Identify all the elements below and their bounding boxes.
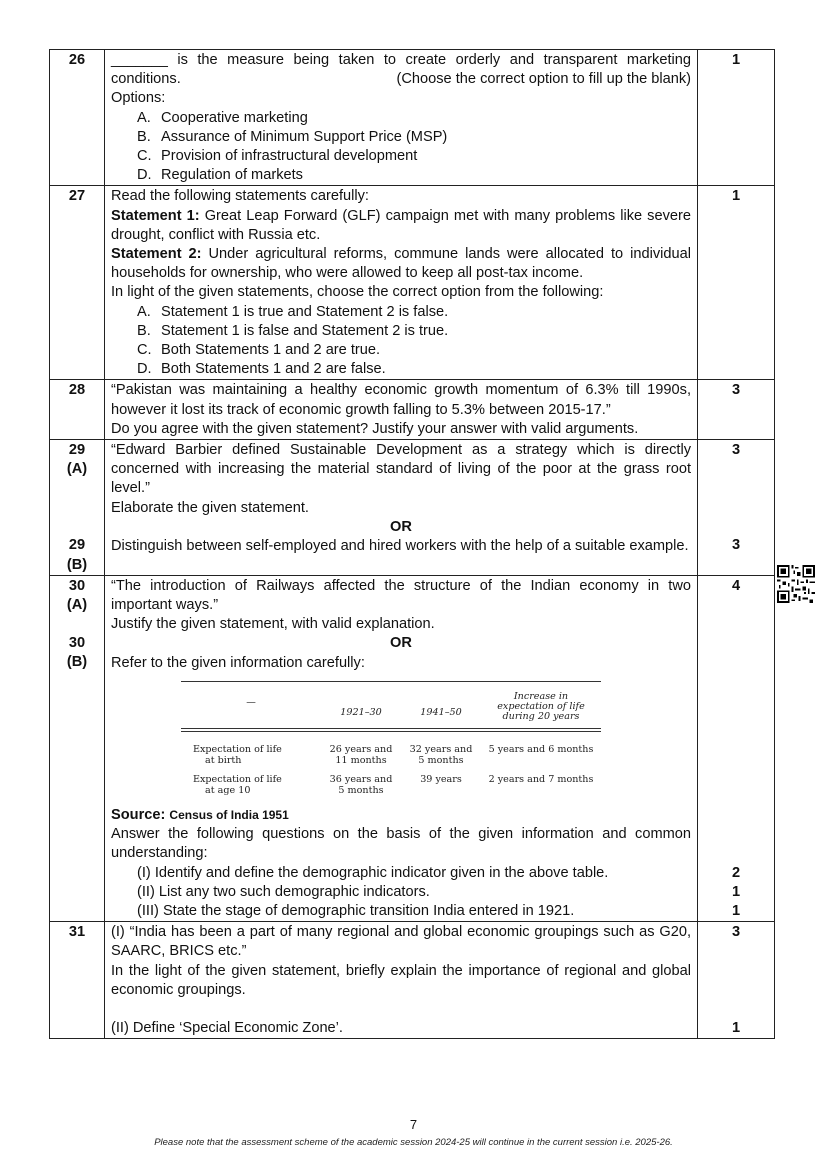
question-quote: “Pakistan was maintaining a healthy economic growth momentum of 6.3% till 1990s, however it lost its track of economic growth falling to 5.3% between 2015-17.”: [111, 382, 691, 418]
question-number: 31: [50, 922, 105, 1039]
cell-1921-line1: 26 years and: [329, 743, 393, 755]
header-col-1941: 1941–50: [420, 706, 462, 718]
statement-2-text: Under agricultural reforms, commune lands were allocated to individual households for ownership, who were allowed to keep all post-tax income.: [111, 246, 691, 282]
cell-increase: 2 years and 7 months: [488, 773, 594, 785]
statement-1-text: Great Leap Forward (GLF) campaign met with many problems like severe drought, conflict with Russia etc.: [111, 207, 691, 243]
subpart-marks: [698, 864, 774, 922]
subpart-3-marks: 1: [731, 902, 741, 919]
question-row-27: [50, 186, 775, 380]
source-line: [111, 800, 691, 825]
part-2-text: (II) Define ‘Special Economic Zone’.: [111, 1019, 343, 1036]
cell-1921: [321, 744, 401, 766]
header-increase-line2: expectation of life: [497, 700, 585, 712]
question-row-26: [50, 50, 775, 186]
census-table: [181, 681, 601, 796]
part-1-quote: (I) “India has been a part of many regional and global economic groupings such as G20, SAARC, BRICS etc.”: [111, 924, 691, 960]
option-item: [137, 360, 691, 379]
option-letter: B.: [137, 322, 151, 339]
question-row-28: [50, 380, 775, 440]
question-number-a: 30: [68, 577, 86, 594]
marks: 1: [698, 186, 775, 380]
option-letter: A.: [137, 109, 151, 126]
option-item: [137, 322, 691, 341]
option-letter: D.: [137, 167, 152, 184]
question-prompt: Elaborate the given statement.: [111, 499, 309, 516]
subpart-1: (I) Identify and define the demographic indicator given in the above table.: [137, 864, 609, 881]
header-increase-line1: Increase in: [513, 690, 569, 702]
option-letter: A.: [137, 303, 151, 320]
options-label: Options:: [111, 90, 166, 107]
marks-a: 3: [731, 442, 741, 459]
marks: 3: [698, 380, 775, 440]
header-dash: —: [246, 696, 256, 708]
option-text: Cooperative marketing: [161, 109, 308, 126]
question-number: 28: [50, 380, 105, 440]
or-separator: OR: [390, 635, 412, 652]
question-table: [49, 49, 775, 1039]
question-quote: “Edward Barbier defined Sustainable Development as a strategy which is directly concerned with increasing the material standard of living of the poor at the grass root level.”: [111, 442, 691, 497]
option-text: Both Statements 1 and 2 are false.: [161, 361, 386, 378]
source-label: Source:: [111, 806, 166, 823]
question-number-a: 29: [68, 442, 86, 459]
marks: [698, 440, 775, 576]
census-row: [181, 766, 601, 796]
question-text: _______ is the measure being taken to create orderly and transparent marketing conditions.: [111, 52, 691, 88]
question-number: [50, 575, 105, 921]
subpart-2: (II) List any two such demographic indicators.: [137, 883, 430, 900]
option-item: [137, 166, 691, 185]
statement-1-label: Statement 1:: [111, 207, 200, 224]
option-letter: C.: [137, 342, 152, 359]
cell-1921-line2: 5 months: [338, 784, 384, 796]
question-number-b: 30: [68, 635, 86, 652]
options-list: [111, 109, 691, 186]
option-letter: B.: [137, 128, 151, 145]
question-intro-b: Refer to the given information carefully:: [111, 654, 365, 671]
cell-1921-line2: 11 months: [335, 754, 387, 766]
option-item: [137, 147, 691, 166]
subpart-3: (III) State the stage of demographic transition India entered in 1921.: [137, 902, 575, 919]
row-label: [181, 774, 321, 796]
cell-1921-line1: 36 years and: [329, 773, 393, 785]
option-letter: C.: [137, 148, 152, 165]
question-prompt: Do you agree with the given statement? Justify your answer with valid arguments.: [111, 420, 639, 437]
marks-b: 3: [731, 537, 741, 554]
question-prompt: Answer the following questions on the basis of the given information and common understanding:: [111, 826, 691, 862]
option-text: Provision of infrastructural development: [161, 148, 418, 165]
question-body: [105, 575, 698, 921]
row-label-line1: Expectation of life: [193, 773, 282, 785]
statement-2: [111, 245, 691, 283]
question-number: [50, 440, 105, 576]
header-increase-line3: during 20 years: [502, 710, 580, 722]
option-letter: D.: [137, 361, 152, 378]
header-col-1921: 1921–30: [340, 706, 382, 718]
question-quote: “The introduction of Railways affected the structure of the Indian economy in two important ways.”: [111, 577, 691, 614]
statement-2-label: Statement 2:: [111, 246, 202, 263]
subpart-1-marks: 2: [731, 864, 741, 881]
marks-a: 4: [731, 577, 741, 594]
question-sub-b: (B): [66, 556, 88, 573]
question-row-31: [50, 922, 775, 1039]
row-label-line2: at birth: [205, 754, 242, 766]
option-text: Assurance of Minimum Support Price (MSP): [161, 128, 448, 145]
source-value: Census of India 1951: [169, 807, 289, 822]
row-label-line2: at age 10: [205, 784, 251, 796]
part-1-prompt: In the light of the given statement, briefly explain the importance of regional and global economic groupings.: [111, 962, 691, 998]
cell-1941: [401, 744, 481, 766]
cell-1941-line2: 5 months: [418, 754, 464, 766]
row-label-line1: Expectation of life: [193, 743, 282, 755]
row-label: [181, 744, 321, 766]
options-list: [111, 303, 691, 380]
option-text: Statement 1 is false and Statement 2 is true.: [161, 322, 449, 339]
or-separator: OR: [390, 518, 412, 535]
option-item: [137, 109, 691, 128]
question-body: [105, 380, 698, 440]
part-1-marks: 3: [731, 924, 741, 941]
option-text: Both Statements 1 and 2 are true.: [161, 342, 381, 359]
question-body: [105, 50, 698, 186]
cell-1921: [321, 774, 401, 796]
question-sub-a: (A): [66, 461, 88, 478]
question-prompt: In light of the given statements, choose the correct option from the following:: [111, 284, 604, 301]
option-item: [137, 341, 691, 360]
option-text: Statement 1 is true and Statement 2 is false.: [161, 303, 449, 320]
census-table-header: [181, 682, 601, 728]
marks: [698, 575, 775, 921]
header-col-increase: [481, 692, 601, 728]
question-prompt: Justify the given statement, with valid explanation.: [111, 616, 435, 633]
option-item: [137, 128, 691, 147]
question-body: [105, 440, 698, 576]
statement-1: [111, 207, 691, 245]
footer-note: Please note that the assessment scheme of the academic session 2024-25 will continue in the current session i.e. 2025-26.: [154, 1137, 673, 1148]
question-number: 26: [50, 50, 105, 186]
census-table-figure: [111, 673, 691, 800]
qr-code-icon: [777, 565, 815, 603]
cell-1941-line1: 32 years and: [409, 743, 473, 755]
question-sub-b: (B): [66, 654, 88, 671]
question-body: [105, 186, 698, 380]
question-intro: Read the following statements carefully:: [111, 188, 369, 205]
question-number: 27: [50, 186, 105, 380]
option-item: [137, 303, 691, 322]
question-row-30: [50, 575, 775, 921]
cell-1941: 39 years: [420, 773, 462, 785]
question-sub-a: (A): [66, 597, 88, 614]
subpart-2-marks: 1: [731, 883, 741, 900]
marks: 1: [698, 50, 775, 186]
question-body: [105, 922, 698, 1039]
question-number-b: 29: [68, 537, 86, 554]
part-2-marks: 1: [731, 1019, 741, 1036]
question-row-29: [50, 440, 775, 576]
option-text: Regulation of markets: [161, 167, 303, 184]
cell-increase: 5 years and 6 months: [488, 743, 594, 755]
marks: [698, 922, 775, 1039]
page-number: 7: [409, 1117, 418, 1132]
census-row: [181, 732, 601, 766]
question-text-b: Distinguish between self-employed and hired workers with the help of a suitable example.: [111, 538, 689, 555]
question-instruction: (Choose the correct option to fill up the blank): [396, 71, 691, 88]
